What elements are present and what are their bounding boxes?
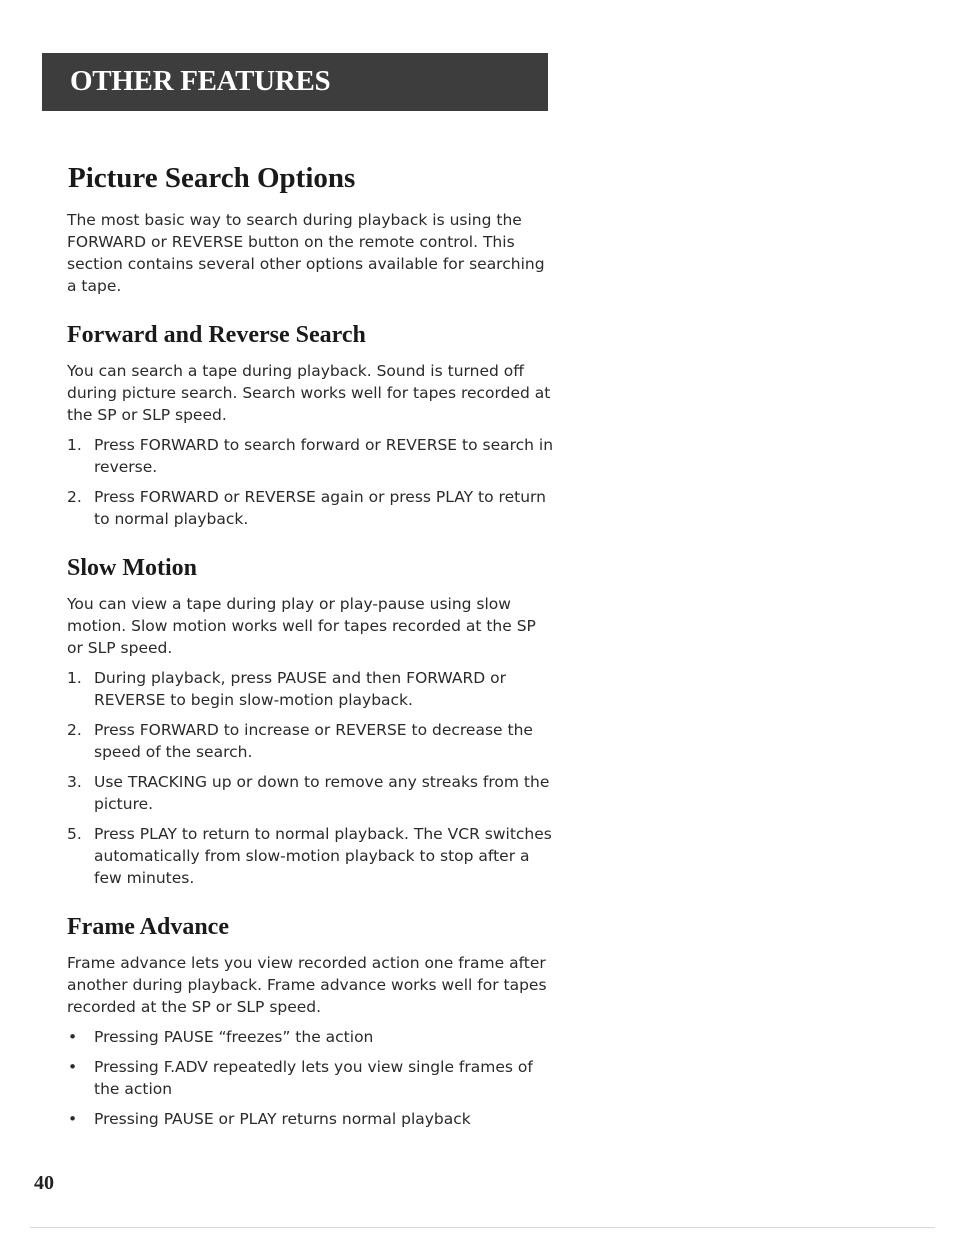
step-number: 2.	[67, 721, 82, 739]
page-title: Picture Search Options	[68, 162, 356, 194]
bullet-text: Pressing PAUSE “freezes” the action	[94, 1028, 374, 1046]
step-text: Press FORWARD to increase or REVERSE to decrease the speed of the search.	[94, 721, 533, 761]
frame-advance-bullets	[67, 1026, 554, 1130]
bullet-icon: •	[68, 1028, 78, 1046]
list-item	[67, 486, 554, 530]
intro-paragraph: The most basic way to search during playback is using the FORWARD or REVERSE button on the remote control. This section contains several other options available for searching a tape.	[67, 211, 545, 295]
forward-reverse-body: You can search a tape during playback. Sound is turned off during picture search. Search works well for tapes recorded at the SP or SLP speed.	[67, 362, 551, 424]
heading-frame-advance: Frame Advance	[67, 914, 229, 940]
forward-reverse-steps	[67, 434, 554, 530]
step-text: During playback, press PAUSE and then FORWARD or REVERSE to begin slow-motion playback.	[94, 669, 506, 709]
step-number: 1.	[67, 669, 82, 687]
step-text: Press FORWARD to search forward or REVERSE to search in reverse.	[94, 436, 554, 476]
list-item	[67, 434, 554, 478]
step-text: Press FORWARD or REVERSE again or press PLAY to return to normal playback.	[94, 488, 546, 528]
bullet-text: Pressing PAUSE or PLAY returns normal playback	[94, 1110, 471, 1128]
step-text: Press PLAY to return to normal playback. The VCR switches automatically from slow-motion playback to stop after a few minutes.	[94, 825, 552, 887]
list-item	[67, 1108, 554, 1130]
slow-motion-steps	[67, 667, 554, 889]
list-item	[67, 1056, 554, 1100]
banner-title: OTHER FEATURES	[70, 65, 331, 97]
section-banner	[42, 53, 548, 111]
frame-advance-body: Frame advance lets you view recorded action one frame after another during playback. Frame advance works well for tapes recorded at the SP or SLP speed.	[67, 954, 547, 1016]
list-item	[67, 771, 554, 815]
step-number: 2.	[67, 488, 82, 506]
heading-forward-reverse-search: Forward and Reverse Search	[67, 322, 366, 348]
list-item	[67, 1026, 554, 1048]
heading-slow-motion: Slow Motion	[67, 555, 198, 581]
list-item	[67, 719, 554, 763]
list-item	[67, 823, 554, 889]
step-number: 3.	[67, 773, 82, 791]
bullet-icon: •	[68, 1058, 78, 1076]
page-number: 40	[34, 1172, 54, 1194]
slow-motion-body: You can view a tape during play or play-pause using slow motion. Slow motion works well for tapes recorded at the SP or SLP speed.	[67, 595, 536, 657]
footer-divider	[30, 1227, 935, 1228]
bullet-text: Pressing F.ADV repeatedly lets you view single frames of the action	[94, 1058, 533, 1098]
list-item	[67, 667, 554, 711]
step-number: 1.	[67, 436, 82, 454]
step-text: Use TRACKING up or down to remove any streaks from the picture.	[94, 773, 550, 813]
bullet-icon: •	[68, 1110, 78, 1128]
content-column	[64, 162, 554, 1155]
step-number: 5.	[67, 825, 82, 843]
